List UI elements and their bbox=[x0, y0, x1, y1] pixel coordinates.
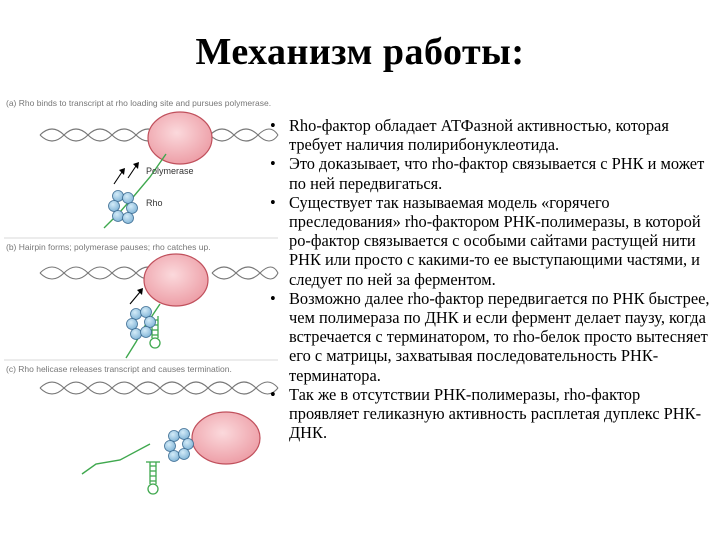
list-item bbox=[262, 385, 714, 443]
panel-c-caption: (c) Rho helicase releases transcript and causes termination. bbox=[6, 364, 232, 374]
movement-arrow bbox=[130, 292, 140, 304]
bullet-text: Возможно далее rho-фактор передвигается по РНК быстрее, чем полимераза по ДНК и если фермент делает паузу, когда встречается с терминатором, то rho-белок просто вытесняет его с матрицы, захватывая последовательность РНК-терминатора. bbox=[289, 288, 710, 385]
released-rna-c bbox=[82, 444, 150, 474]
polymerase-b bbox=[144, 254, 208, 306]
bullet-text: Rho-фактор обладает АТФазной активностью, которая требует наличия полирибонуклеотида. bbox=[289, 116, 669, 155]
list-item bbox=[262, 193, 714, 289]
panel-b-caption: (b) Hairpin forms; polymerase pauses; rho catches up. bbox=[6, 242, 211, 252]
arrowhead bbox=[119, 168, 125, 175]
list-item bbox=[262, 289, 714, 385]
bullet-marker: • bbox=[270, 116, 276, 135]
bullet-text: Существует так называемая модель «горячего преследования» rho-фактором РНК-полимеразы, в которой ро-фактор связывается с особыми сайтами растущей нити РНК или просто с какими-то ее выступающими частями, и следует по ней за ферментом. bbox=[289, 192, 701, 289]
polymerase-a bbox=[148, 112, 212, 164]
arrowhead bbox=[133, 162, 139, 169]
slide-title: Механизм работы: bbox=[195, 31, 525, 73]
rho-hexamer-c bbox=[165, 429, 194, 462]
rho-hexamer-b bbox=[127, 307, 156, 340]
polymerase-label: Polymerase bbox=[146, 166, 194, 176]
panel-a-caption: (a) Rho binds to transcript at rho loading site and pursues polymerase. bbox=[6, 98, 272, 108]
rho-termination-figure bbox=[0, 92, 282, 512]
bullet-marker: • bbox=[270, 384, 276, 404]
bullet-marker: • bbox=[270, 192, 276, 212]
list-item bbox=[262, 116, 714, 154]
rho-label: Rho bbox=[146, 198, 163, 208]
movement-arrow bbox=[114, 172, 122, 184]
bullet-text: Это доказывает, что rho-фактор связывается с РНК и может по ней передвигаться. bbox=[289, 154, 705, 193]
bullet-text: Так же в отсутствии РНК-полимеразы, rho-фактор проявляет геликазную активность расплетая дуплекс РНК-ДНК. bbox=[289, 384, 702, 443]
panel-c-dna-helix bbox=[40, 382, 278, 394]
rho-hexamer-a bbox=[109, 191, 138, 224]
bullet-marker: • bbox=[270, 288, 276, 308]
released-polymerase-c bbox=[192, 412, 260, 464]
list-item bbox=[262, 154, 714, 192]
bullet-list bbox=[262, 116, 714, 442]
movement-arrow bbox=[128, 166, 136, 178]
figure-drawing bbox=[0, 92, 282, 512]
rna-hairpin-c bbox=[146, 462, 160, 494]
bullet-marker: • bbox=[270, 154, 276, 174]
